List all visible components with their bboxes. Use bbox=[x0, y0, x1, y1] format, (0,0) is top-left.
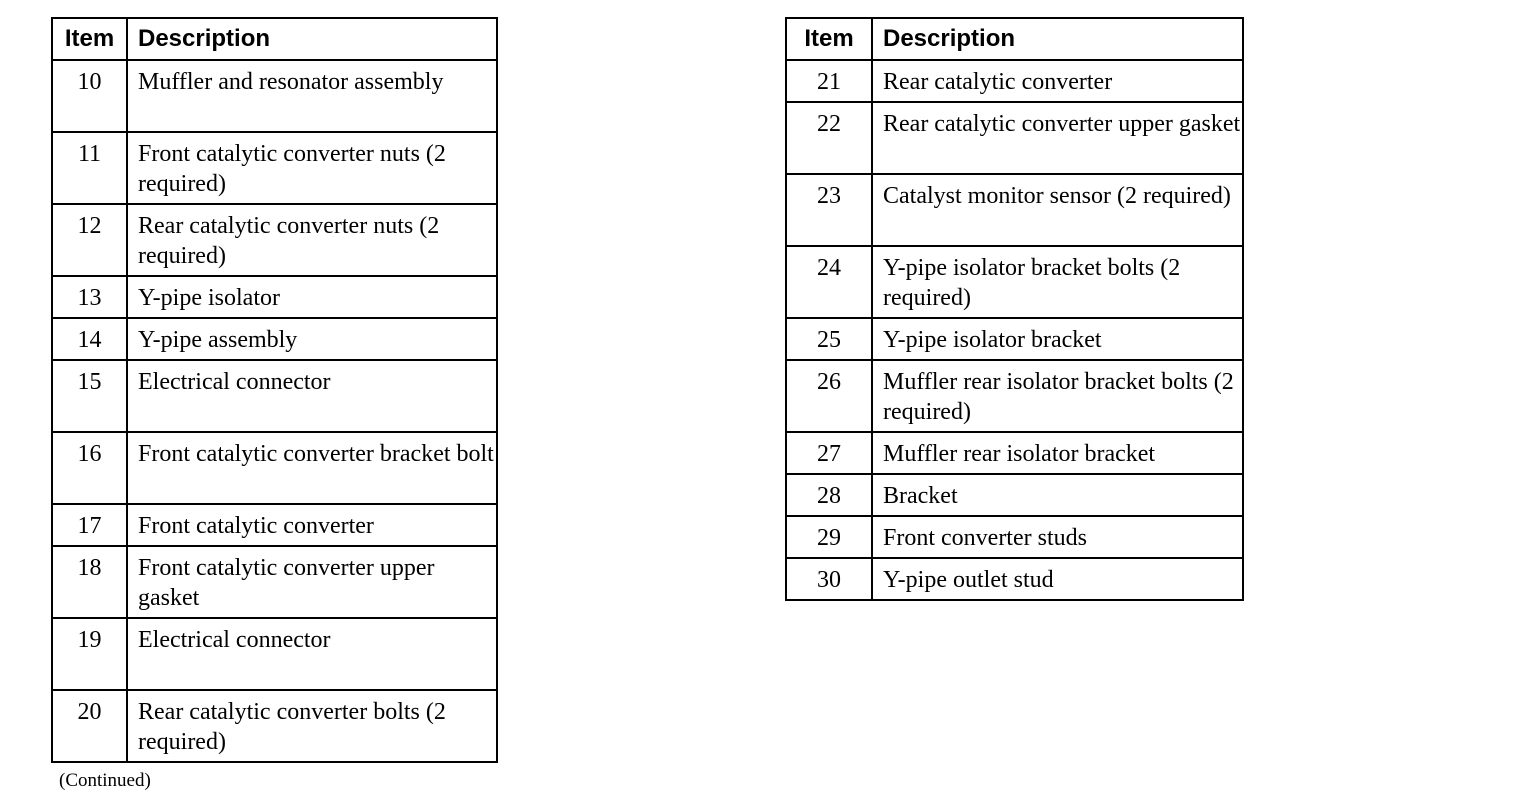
table-row bbox=[786, 318, 1243, 360]
item-description: Electrical connector bbox=[127, 618, 497, 690]
item-number: 10 bbox=[52, 60, 127, 132]
table-row bbox=[52, 276, 497, 318]
item-number: 23 bbox=[786, 174, 872, 246]
item-description: Catalyst monitor sensor (2 required) bbox=[872, 174, 1243, 246]
item-description: Y-pipe isolator bbox=[127, 276, 497, 318]
table-row bbox=[52, 60, 497, 132]
table-row bbox=[786, 558, 1243, 600]
item-number: 29 bbox=[786, 516, 872, 558]
item-description: Rear catalytic converter bbox=[872, 60, 1243, 102]
item-description: Bracket bbox=[872, 474, 1243, 516]
header-description: Description bbox=[127, 18, 497, 60]
parts-table-left bbox=[51, 17, 498, 763]
item-number: 22 bbox=[786, 102, 872, 174]
table-row bbox=[786, 360, 1243, 432]
item-number: 14 bbox=[52, 318, 127, 360]
item-number: 13 bbox=[52, 276, 127, 318]
item-description: Front catalytic converter bbox=[127, 504, 497, 546]
item-description: Y-pipe isolator bracket bolts (2 required) bbox=[872, 246, 1243, 318]
item-description: Y-pipe isolator bracket bbox=[872, 318, 1243, 360]
table-row bbox=[786, 432, 1243, 474]
item-description: Muffler and resonator assembly bbox=[127, 60, 497, 132]
item-description: Y-pipe outlet stud bbox=[872, 558, 1243, 600]
table-row bbox=[52, 546, 497, 618]
item-description: Front converter studs bbox=[872, 516, 1243, 558]
item-number: 20 bbox=[52, 690, 127, 762]
item-description: Front catalytic converter bracket bolt bbox=[127, 432, 497, 504]
item-number: 21 bbox=[786, 60, 872, 102]
header-description: Description bbox=[872, 18, 1243, 60]
item-description: Front catalytic converter nuts (2 required) bbox=[127, 132, 497, 204]
item-number: 27 bbox=[786, 432, 872, 474]
item-description: Rear catalytic converter upper gasket bbox=[872, 102, 1243, 174]
table-row bbox=[786, 246, 1243, 318]
header-item: Item bbox=[52, 18, 127, 60]
table-row bbox=[52, 360, 497, 432]
item-description: Electrical connector bbox=[127, 360, 497, 432]
item-description: Rear catalytic converter bolts (2 required) bbox=[127, 690, 497, 762]
table-row bbox=[52, 318, 497, 360]
table-row bbox=[786, 102, 1243, 174]
item-number: 18 bbox=[52, 546, 127, 618]
item-number: 16 bbox=[52, 432, 127, 504]
item-description: Front catalytic converter upper gasket bbox=[127, 546, 497, 618]
table-row bbox=[52, 432, 497, 504]
item-number: 12 bbox=[52, 204, 127, 276]
table-row bbox=[52, 504, 497, 546]
item-description: Muffler rear isolator bracket bolts (2 required) bbox=[872, 360, 1243, 432]
item-number: 19 bbox=[52, 618, 127, 690]
item-number: 24 bbox=[786, 246, 872, 318]
table-row bbox=[52, 132, 497, 204]
item-number: 11 bbox=[52, 132, 127, 204]
item-description: Muffler rear isolator bracket bbox=[872, 432, 1243, 474]
table-row bbox=[786, 60, 1243, 102]
parts-table-right bbox=[785, 17, 1244, 601]
item-number: 17 bbox=[52, 504, 127, 546]
item-description: Rear catalytic converter nuts (2 required) bbox=[127, 204, 497, 276]
item-number: 25 bbox=[786, 318, 872, 360]
header-item: Item bbox=[786, 18, 872, 60]
item-number: 28 bbox=[786, 474, 872, 516]
table-row bbox=[786, 174, 1243, 246]
item-number: 15 bbox=[52, 360, 127, 432]
table-row bbox=[786, 516, 1243, 558]
table-row bbox=[786, 474, 1243, 516]
table-row bbox=[52, 690, 497, 762]
item-description: Y-pipe assembly bbox=[127, 318, 497, 360]
table-row bbox=[52, 204, 497, 276]
continued-note: (Continued) bbox=[59, 770, 151, 791]
table-row bbox=[52, 618, 497, 690]
item-number: 26 bbox=[786, 360, 872, 432]
item-number: 30 bbox=[786, 558, 872, 600]
